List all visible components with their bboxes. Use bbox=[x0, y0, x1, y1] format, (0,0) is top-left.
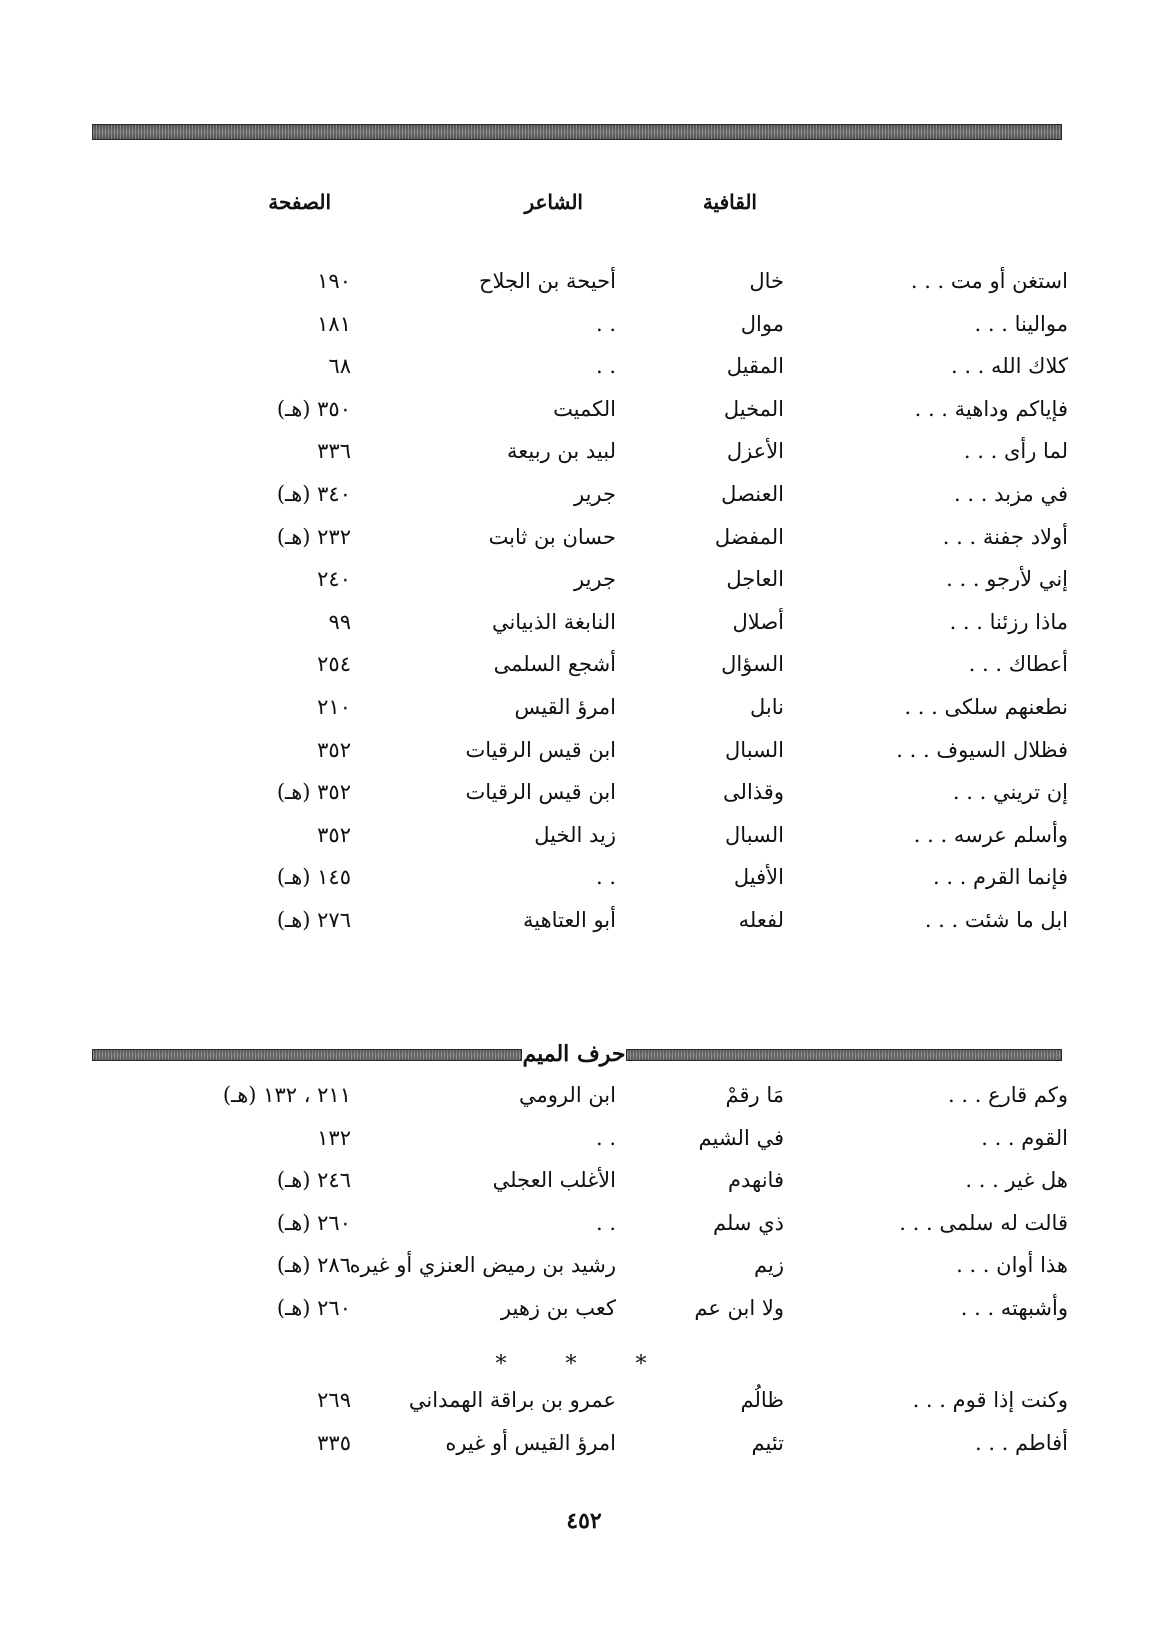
section-title: حرف الميم bbox=[522, 1041, 626, 1067]
table-row bbox=[0, 392, 1168, 426]
poet-name: جرير bbox=[574, 567, 616, 592]
rhyme-text: السؤال bbox=[721, 652, 784, 677]
poet-name: . . bbox=[595, 1125, 616, 1150]
verse-text: أولاد جفنة . . . bbox=[942, 524, 1068, 549]
verse-text: ابل ما شئت . . . bbox=[924, 908, 1068, 932]
page-number: ٤٥٢ bbox=[566, 1508, 602, 1534]
rhyme-text: السبال bbox=[725, 822, 784, 847]
poet-name: الكميت bbox=[553, 396, 616, 421]
table-row bbox=[0, 860, 1168, 894]
rhyme-text: المخيل bbox=[723, 396, 784, 421]
verse-text: في مزبد . . . bbox=[954, 482, 1068, 506]
poet-name: زيد الخيل bbox=[534, 822, 616, 847]
section-rule-left bbox=[92, 1049, 522, 1061]
table-row bbox=[0, 434, 1168, 468]
table-row bbox=[0, 1248, 1168, 1282]
poet-name: النابغة الذبياني bbox=[491, 609, 616, 634]
table-row bbox=[0, 562, 1168, 596]
table-row bbox=[0, 647, 1168, 681]
page-ref: ٢١١ ، ١٣٢ (هـ) bbox=[222, 1083, 351, 1107]
table-row bbox=[0, 690, 1168, 724]
rhyme-text: لفعله bbox=[738, 908, 784, 932]
rhyme-text: الأفيل bbox=[733, 865, 784, 890]
rhyme-text: العنصل bbox=[721, 482, 784, 506]
rhyme-text: فانهدم bbox=[728, 1168, 784, 1193]
verse-text: استغن أو مت . . . bbox=[910, 269, 1068, 293]
page-ref: ٢٥٤ bbox=[317, 652, 351, 677]
table-row bbox=[0, 605, 1168, 639]
page-ref: ٣٥٢ bbox=[317, 737, 351, 762]
table-row bbox=[0, 1426, 1168, 1460]
table-row bbox=[0, 1383, 1168, 1417]
poet-name: الأغلب العجلي bbox=[492, 1168, 616, 1193]
section-rule-right bbox=[626, 1049, 1062, 1061]
poet-name: أحيحة بن الجلاح bbox=[478, 269, 616, 293]
poet-name: رشيد بن رميض العنزي أو غيره bbox=[349, 1253, 616, 1278]
table-row bbox=[0, 903, 1168, 937]
page-ref: ٣٥٢ (هـ) bbox=[276, 780, 351, 805]
verse-text: موالينا . . . bbox=[974, 311, 1068, 336]
page-ref: ٣٣٦ bbox=[317, 439, 351, 464]
rhyme-text: ذي سلم bbox=[713, 1210, 784, 1235]
page-ref: ١٤٥ (هـ) bbox=[276, 865, 351, 890]
verse-text: ماذا رزئنا . . . bbox=[949, 609, 1068, 634]
verse-text: هل غير . . . bbox=[965, 1168, 1068, 1193]
page-ref: ١٩٠ bbox=[317, 269, 351, 293]
verse-text: كلاك الله . . . bbox=[950, 354, 1068, 379]
poet-name: ابن قيس الرقيات bbox=[465, 737, 616, 762]
page-ref: ٢٧٦ (هـ) bbox=[276, 908, 351, 932]
rhyme-text: زيم bbox=[754, 1253, 784, 1278]
verse-text: فظلال السيوف . . . bbox=[896, 737, 1068, 762]
table-row bbox=[0, 520, 1168, 554]
page-ref: ٣٤٠ (هـ) bbox=[276, 482, 351, 506]
page-ref: ١٨١ bbox=[317, 311, 351, 336]
poet-name: امرؤ القيس أو غيره bbox=[445, 1430, 616, 1455]
poet-name: عمرو بن براقة الهمداني bbox=[408, 1388, 616, 1412]
rhyme-text: تئيم bbox=[751, 1430, 784, 1455]
poet-name: امرؤ القيس bbox=[514, 695, 616, 719]
page-ref: ٢٦٠ (هـ) bbox=[276, 1210, 351, 1235]
table-row bbox=[0, 1078, 1168, 1112]
page-ref: ٦٨ bbox=[328, 354, 351, 379]
section-heading-mim bbox=[92, 1037, 1062, 1071]
page-ref: ٢٣٢ (هـ) bbox=[276, 524, 351, 549]
rhyme-text: وقذالى bbox=[723, 780, 784, 805]
page-ref: ٢١٠ bbox=[317, 695, 351, 719]
header-poet: الشاعر bbox=[524, 190, 583, 214]
table-row bbox=[0, 1291, 1168, 1325]
page-ref: ٢٨٦ (هـ) bbox=[276, 1253, 351, 1278]
page-ref: ٣٥٠ (هـ) bbox=[276, 396, 351, 421]
table-row bbox=[0, 477, 1168, 511]
poet-name: أبو العتاهية bbox=[523, 908, 616, 932]
poet-name: كعب بن زهير bbox=[500, 1296, 616, 1320]
table-row bbox=[0, 264, 1168, 298]
verse-text: فإنما القرم . . . bbox=[933, 865, 1068, 890]
rhyme-text: خال bbox=[749, 269, 784, 293]
page-ref: ٣٥٢ bbox=[317, 822, 351, 847]
rhyme-text: السبال bbox=[725, 737, 784, 762]
top-decorative-rule bbox=[92, 124, 1062, 140]
table-row bbox=[0, 307, 1168, 341]
rhyme-text: ظالُم bbox=[740, 1388, 784, 1412]
poet-name: . . bbox=[595, 1210, 616, 1235]
header-page: الصفحة bbox=[268, 190, 331, 214]
table-row bbox=[0, 775, 1168, 809]
rhyme-text: موال bbox=[740, 311, 784, 336]
page-ref: ٢٦٠ (هـ) bbox=[276, 1296, 351, 1320]
table-row bbox=[0, 349, 1168, 383]
rhyme-text: مَا رقمْ bbox=[725, 1083, 784, 1107]
page-ref: ٢٤٦ (هـ) bbox=[276, 1168, 351, 1193]
verse-text: إن تريني . . . bbox=[952, 780, 1068, 805]
table-row bbox=[0, 1206, 1168, 1240]
verse-text: أعطاك . . . bbox=[968, 652, 1068, 677]
table-row bbox=[0, 1121, 1168, 1155]
poet-name: لبيد بن ربيعة bbox=[507, 439, 616, 464]
poet-name: . . bbox=[595, 865, 616, 890]
verse-text: قالت له سلمى . . . bbox=[899, 1210, 1068, 1235]
page-ref: ٣٣٥ bbox=[317, 1430, 351, 1455]
table-row bbox=[0, 1163, 1168, 1197]
rhyme-text: المفضل bbox=[714, 524, 784, 549]
rhyme-text: نابل bbox=[750, 695, 784, 719]
rhyme-text: في الشيم bbox=[698, 1125, 784, 1150]
separator-stars: * * * bbox=[495, 1352, 673, 1377]
page-ref: ٩٩ bbox=[328, 609, 351, 634]
rhyme-text: الأعزل bbox=[726, 439, 784, 464]
poet-name: . . bbox=[595, 311, 616, 336]
poet-name: ابن الرومي bbox=[518, 1083, 616, 1107]
verse-text: فإياكم وداهية . . . bbox=[914, 396, 1068, 421]
header-rhyme: القافية bbox=[702, 190, 757, 214]
verse-text: لما رأى . . . bbox=[963, 439, 1068, 464]
rhyme-text: العاجل bbox=[726, 567, 784, 592]
verse-text: أفاطم . . . bbox=[974, 1430, 1068, 1455]
verse-text: نطعنهم سلكى . . . bbox=[904, 695, 1068, 719]
verse-text: وكم قارع . . . bbox=[948, 1083, 1068, 1107]
table-row bbox=[0, 818, 1168, 852]
page-ref: ١٣٢ bbox=[317, 1125, 351, 1150]
poet-name: ابن قيس الرقيات bbox=[465, 780, 616, 805]
poet-name: . . bbox=[595, 354, 616, 379]
rhyme-text: ولا ابن عم bbox=[694, 1296, 784, 1320]
page-ref: ٢٤٠ bbox=[317, 567, 351, 592]
rhyme-text: أصلال bbox=[732, 609, 784, 634]
verse-text: هذا أوان . . . bbox=[956, 1253, 1068, 1278]
verse-text: إني لأرجو . . . bbox=[946, 567, 1068, 592]
rhyme-text: المقيل bbox=[726, 354, 784, 379]
verse-text: وأسلم عرسه . . . bbox=[913, 822, 1068, 847]
page-ref: ٢٦٩ bbox=[317, 1388, 351, 1412]
verse-text: وكنت إذا قوم . . . bbox=[912, 1388, 1068, 1412]
poet-name: جرير bbox=[574, 482, 616, 506]
table-row bbox=[0, 733, 1168, 767]
poet-name: حسان بن ثابت bbox=[488, 524, 616, 549]
verse-text: القوم . . . bbox=[981, 1125, 1068, 1150]
verse-text: وأشبهته . . . bbox=[960, 1296, 1068, 1320]
poet-name: أشجع السلمى bbox=[493, 652, 616, 677]
